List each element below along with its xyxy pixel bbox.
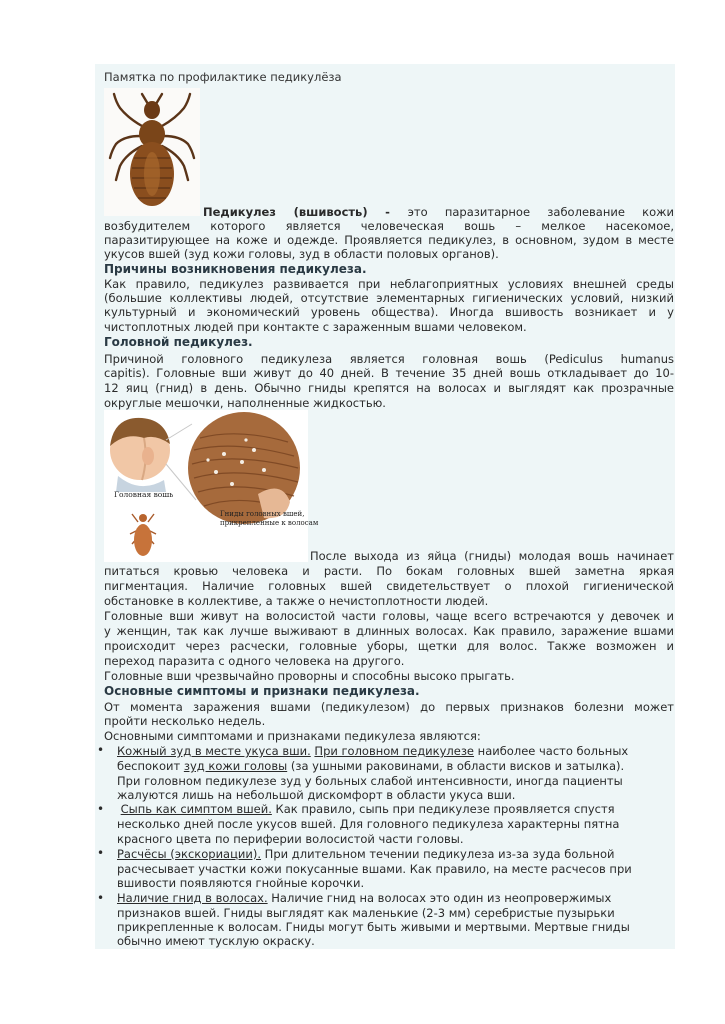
causes-line-4: чистоплотных людей при контакте с зараженным вшами человеком. — [104, 320, 527, 334]
head-lice-illustration — [104, 410, 319, 562]
head-lice-figure-svg — [104, 410, 308, 562]
intro-line-1 — [203, 205, 674, 219]
item-3-text-1: При длительном течении педикулеза из-за зуда больной — [261, 847, 615, 861]
item-4-line-1 — [117, 891, 673, 905]
head-lice-line-2: capitis). Головные вши живут до 40 дней. В течение 35 дней вошь откладывает до 10- — [104, 366, 674, 380]
head-lice-line-1: Причиной головного педикулеза является головная вошь (Pediculus humanus — [104, 352, 674, 366]
item-1-text-2a: беспокоит — [117, 759, 184, 773]
item-1-text-2b: (за ушными раковинами, в области висков и затылка). — [287, 759, 625, 773]
item-3-line-3: вшивости появляются гнойные корочки. — [117, 876, 365, 890]
item-3-line-1 — [117, 847, 673, 861]
item-1-text-1: наиболее часто больных — [474, 744, 629, 758]
causes-line-2: (большие коллективы людей, отсутствие элементарных гигиенических условий, низкий — [104, 291, 674, 305]
item-1-line-3: При головном педикулезе зуд у больных слабой интенсивности, иногда пациенты — [117, 774, 623, 788]
item-2-line-3: красного цвета по периферии волосистой части головы. — [117, 832, 464, 846]
item-1-line-1 — [117, 744, 673, 758]
figure-label-nits-1: Гниды головных вшей, — [220, 510, 305, 518]
after-egg-line-6: у женщин, так как лучше выживают в длинных волосах. Как правило, заражение вшами — [104, 624, 674, 638]
item-1-underline-2: При головном педикулезе — [314, 744, 475, 758]
symptoms-heading: Основные симптомы и признаки педикулеза. — [104, 684, 420, 698]
item-1-underline-3: зуд кожи головы — [183, 759, 288, 773]
term-dash: - — [367, 205, 408, 219]
item-2-line-1 — [117, 802, 673, 816]
causes-line-3: культурный и экономический уровень общества). Иногда вшивость возникает и у — [104, 305, 674, 319]
item-2-text-1: Как правило, сыпь при педикулезе проявляется спустя — [271, 802, 615, 816]
bullet-3: • — [97, 846, 105, 860]
causes-line-1: Как правило, педикулез развивается при неблагоприятных условиях внешней среды — [104, 277, 674, 291]
item-1-line-4: жалуются лишь на небольшой дискомфорт в области укуса вши. — [117, 788, 516, 802]
after-egg-line-1: После выхода из яйца (гниды) молодая вошь начинает — [310, 549, 674, 563]
symptoms-line-2: пройти несколько недель. — [104, 714, 266, 728]
term-pediculosis: Педикулез (вшивость) — [203, 205, 368, 219]
symptoms-line-3: Основными симптомами и признаками педикулеза являются: — [104, 729, 481, 743]
item-1-underline-1: Кожный зуд в месте укуса вши. — [117, 744, 311, 758]
item-2-underline: Сыпь как симптом вшей. — [120, 802, 272, 816]
figure-label-nits-2: прикрепленные к волосам — [220, 519, 319, 527]
document-title: Памятка по профилактике педикулёза — [104, 70, 342, 84]
louse-illustration — [104, 88, 200, 216]
bullet-1: • — [97, 743, 105, 757]
head-lice-line-3: 12 яиц (гнид) в день. Обычно гниды крепятся на волосах и выглядят как прозрачные — [104, 381, 674, 395]
item-3-line-2: расчесывает участки кожи покусанные вшами. Как правило, на месте расчесов при — [117, 862, 632, 876]
after-egg-line-3: пигментация. Наличие головных вшей свидетельствует о плохой гигиенической — [104, 579, 674, 593]
item-3-underline: Расчёсы (экскориации). — [117, 847, 262, 861]
head-lice-line-4: округлые мешочки, наполненные жидкостью. — [104, 396, 386, 410]
bullet-4: • — [97, 891, 105, 905]
figure-label-louse: Головная вошь — [114, 490, 174, 499]
bullet-2: • — [97, 802, 105, 816]
symptoms-line-1: От момента заражения вшами (педикулезом) до первых признаков болезни может — [104, 700, 674, 714]
after-egg-line-4: обстановке в коллективе, а также о нечистоплотности людей. — [104, 594, 489, 608]
item-4-underline: Наличие гнид в волосах. — [117, 891, 268, 905]
intro-line-3: паразитирующее на коже и одежде. Проявляется педикулез, в основном, зудом в месте — [104, 233, 674, 247]
item-2-line-2: несколько дней после укусов вшей. Для головного педикулеза характерны пятна — [117, 817, 620, 831]
after-egg-line-7: происходит через расчески, головные уборы, щетки для волос. Также возможен и — [104, 639, 674, 653]
causes-heading: Причины возникновения педикулеза. — [104, 262, 367, 276]
item-4-text-1: Наличие гнид на волосах это один из неопровержимых — [267, 891, 612, 905]
intro-line-1-text: это паразитарное заболевание кожи — [407, 205, 674, 219]
intro-line-2: возбудителем которого является человеческая вошь – мелкое насекомое, — [104, 219, 674, 233]
intro-line-4: укусов вшей (зуд кожи головы, зуд в области половых органов). — [104, 247, 499, 261]
after-egg-line-9: Головные вши чрезвычайно проворны и способны высоко прыгать. — [104, 669, 515, 683]
after-egg-line-5: Головные вши живут на волосистой части головы, чаще всего встречаются у девочек и — [104, 609, 674, 623]
item-4-line-4: обычно имеют тусклую окраску. — [117, 934, 315, 948]
louse-icon — [104, 88, 200, 216]
after-egg-line-2: питаться кровью человека и расти. По бокам головных вшей заметна яркая — [104, 564, 674, 578]
item-4-line-2: признаков вшей. Гниды выглядят как маленькие (2-3 мм) серебристые пузырьки — [117, 906, 615, 920]
head-lice-heading: Головной педикулез. — [104, 335, 253, 349]
item-4-line-3: прикрепленные к волосам. Гниды могут быть живыми и мертвыми. Мертвые гниды — [117, 920, 630, 934]
item-1-line-2 — [117, 759, 673, 773]
after-egg-line-8: переход паразита с одного человека на другого. — [104, 654, 405, 668]
